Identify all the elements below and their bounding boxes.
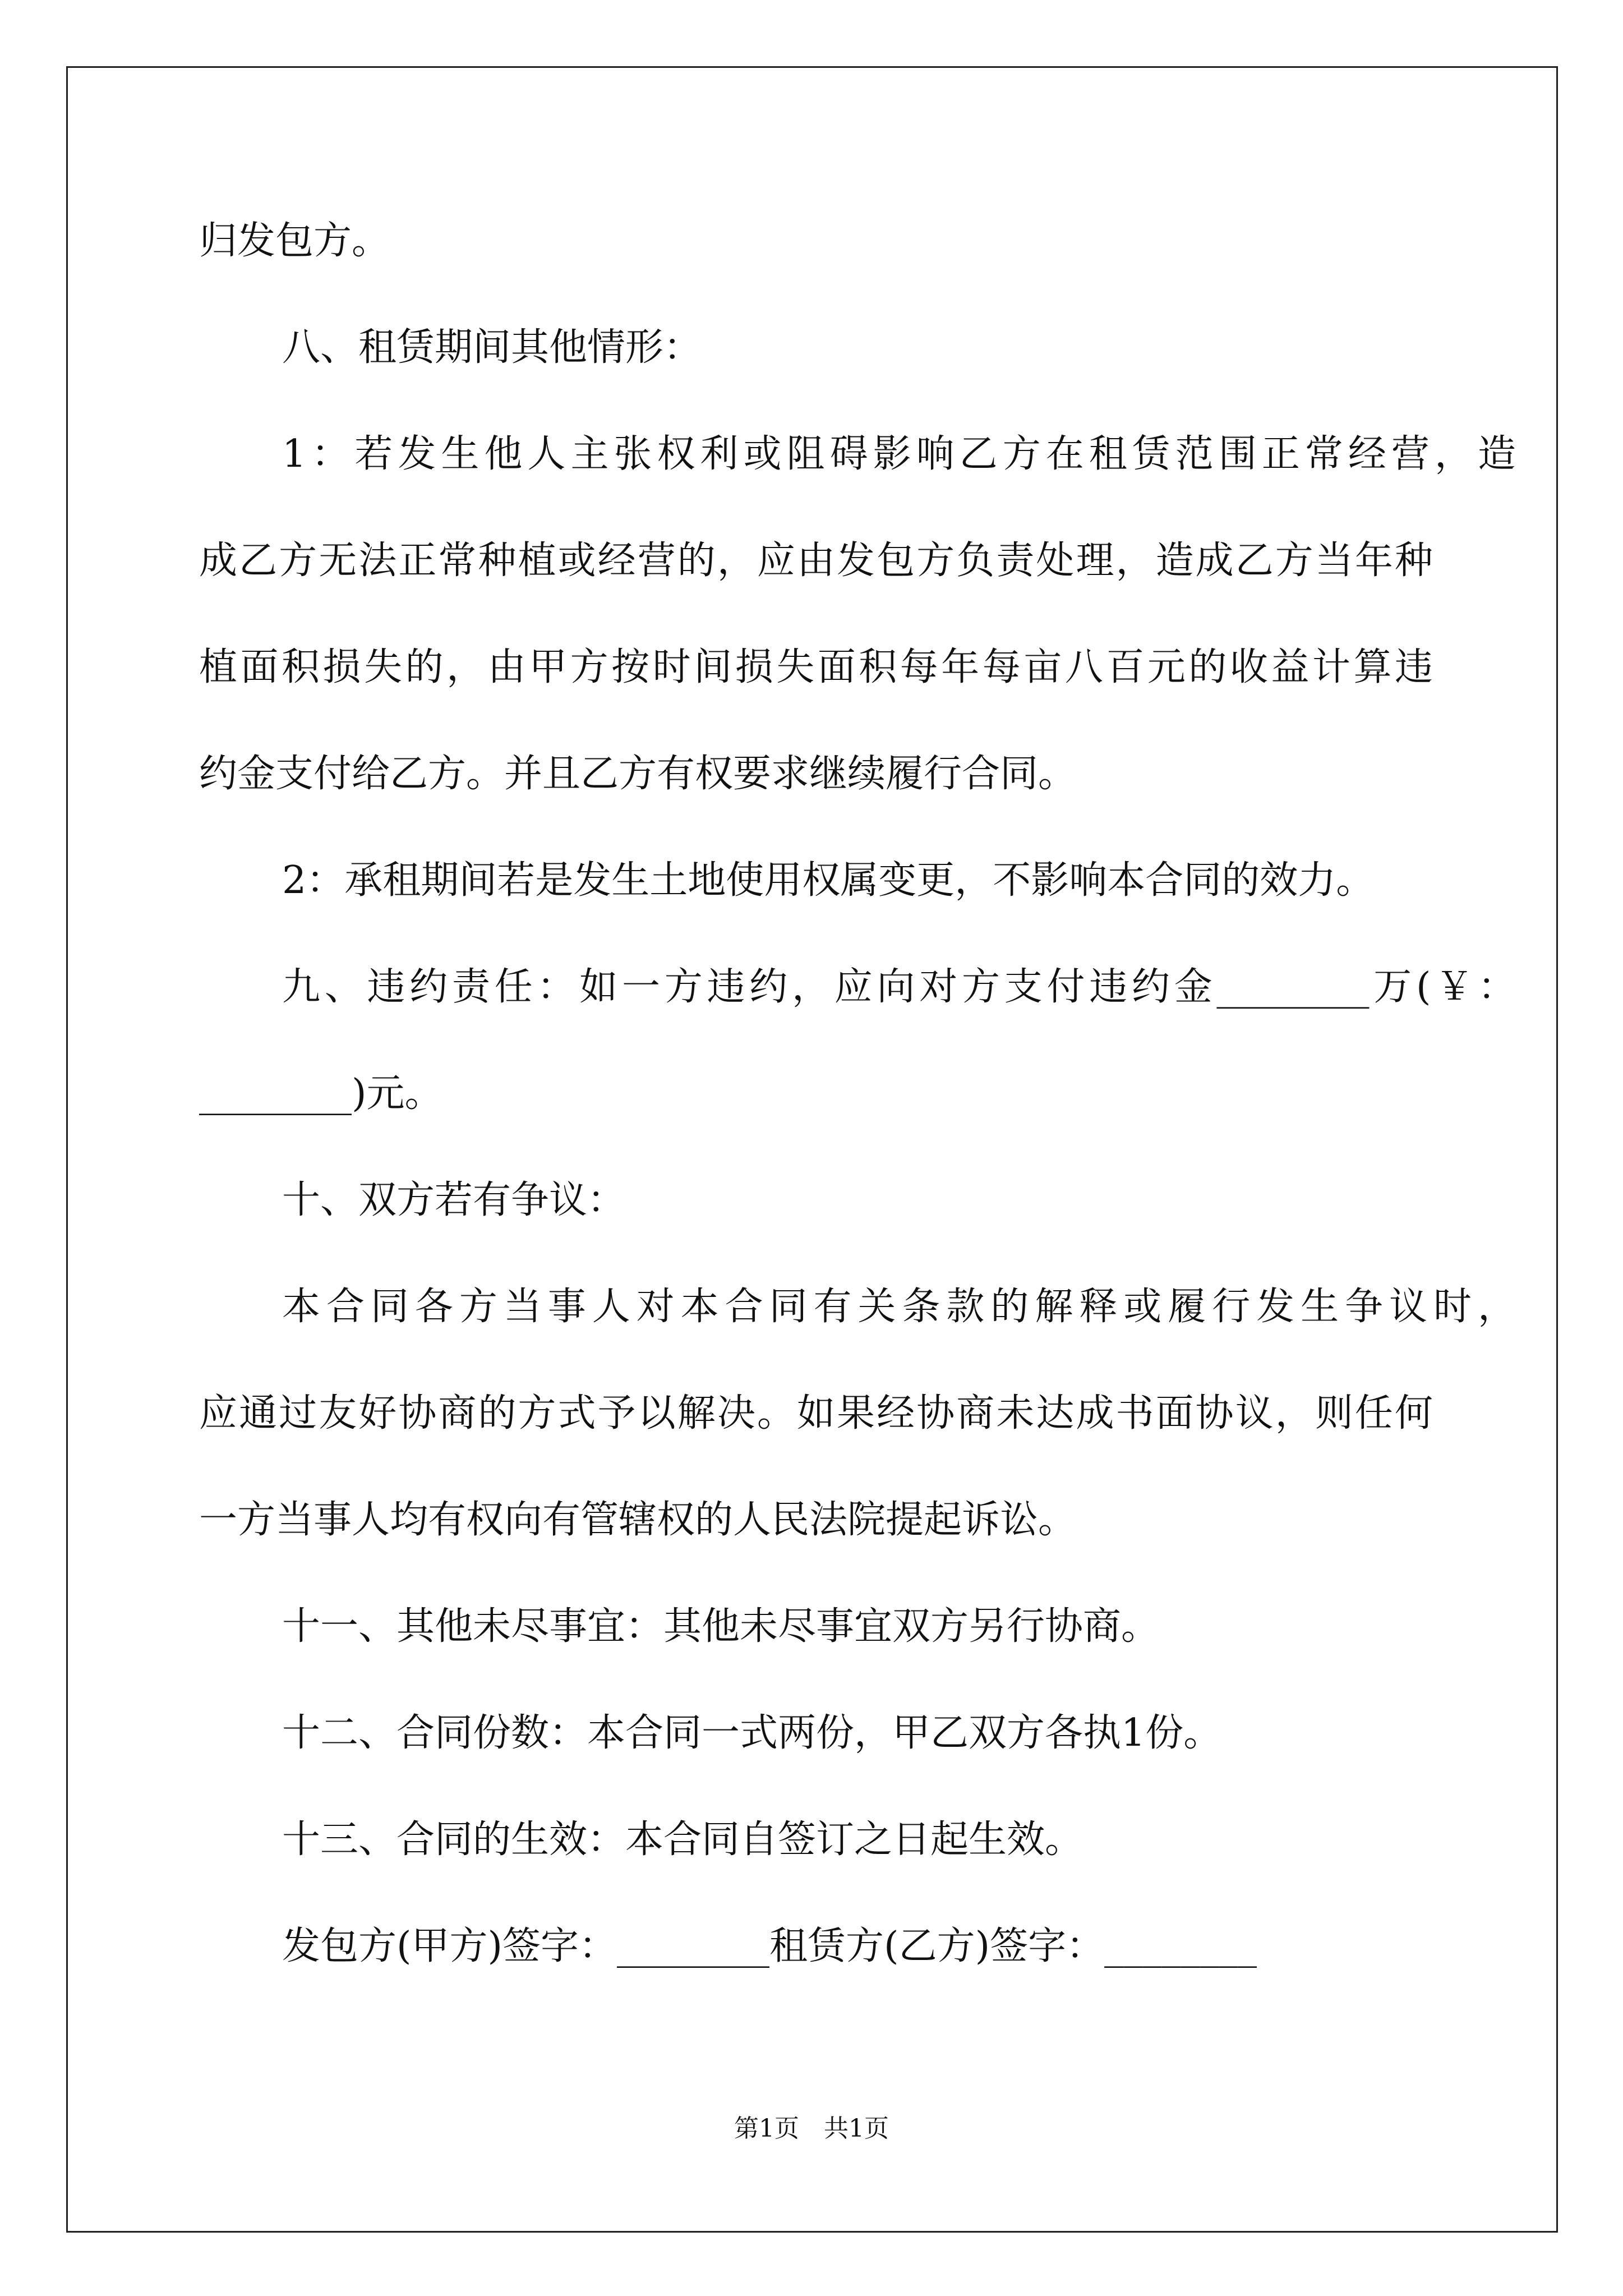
signature-line: 发包方(甲方)签字：________租赁方(乙方)签字：________: [282, 1924, 1257, 1968]
page-frame: [66, 66, 1558, 2233]
text-line: ________)元。: [199, 1071, 443, 1116]
section-heading-13: 十三、合同的生效：本合同自签订之日起生效。: [282, 1818, 1083, 1862]
text-line: 本合同各方当事人对本合同有关条款的解释或履行发生争议时，: [282, 1285, 1516, 1329]
text-line: 一方当事人均有权向有管辖权的人民法院提起诉讼。: [199, 1498, 1077, 1542]
section-heading-11: 十一、其他未尽事宜：其他未尽事宜双方另行协商。: [282, 1604, 1160, 1649]
text-line: 2：承租期间若是发生土地使用权属变更，不影响本合同的效力。: [282, 858, 1375, 903]
page-footer: 第1页 共1页: [734, 2114, 889, 2143]
text-line: 约金支付给乙方。并且乙方有权要求继续履行合同。: [199, 752, 1077, 796]
section-heading-12: 十二、合同份数：本合同一式两份，甲乙双方各执1份。: [282, 1711, 1222, 1755]
text-line: 1：若发生他人主张权利或阻碍影响乙方在租赁范围正常经营，造: [282, 432, 1516, 476]
text-line: 归发包方。: [199, 219, 390, 263]
section-heading-8: 八、租赁期间其他情形：: [282, 325, 702, 370]
section-heading-9: 九、违约责任：如一方违约，应向对方支付违约金________万(￥：: [282, 965, 1516, 1009]
text-line: 应通过友好协商的方式予以解决。如果经协商未达成书面协议，则任何: [199, 1391, 1433, 1435]
text-line: 成乙方无法正常种植或经营的，应由发包方负责处理，造成乙方当年种: [199, 539, 1433, 583]
section-heading-10: 十、双方若有争议：: [282, 1178, 626, 1222]
text-line: 植面积损失的，由甲方按时间损失面积每年每亩八百元的收益计算违: [199, 645, 1433, 689]
